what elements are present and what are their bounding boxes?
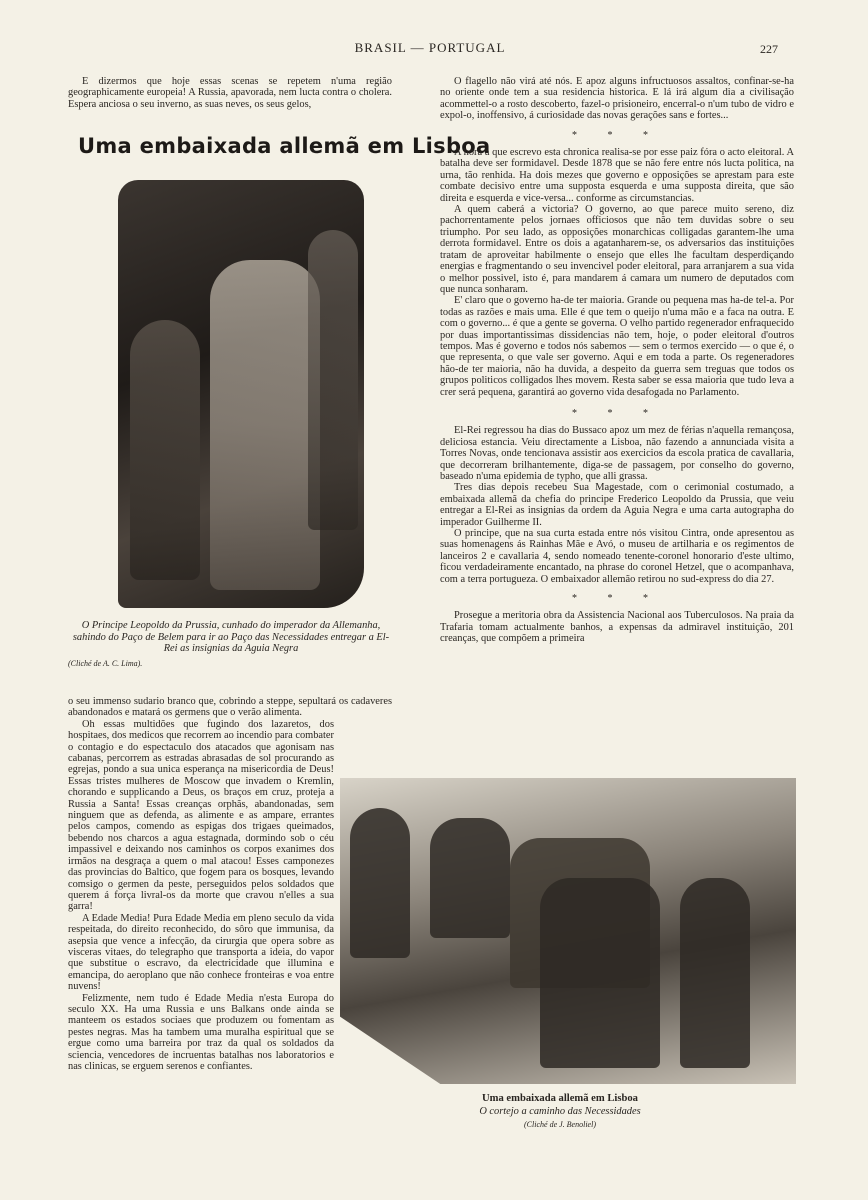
- photo1-caption: O Principe Leopoldo da Prussia, cunhado do imperador da Allemanha, sahindo do Paço de Belem para ir ao Paço das Necessidades entregar a El-Rei as insignias da Aguia Negra: [72, 620, 390, 655]
- photo-figure-left: [130, 320, 200, 580]
- left-body-paragraph: Felizmente, nem tudo é Edade Media n'esta Europa do seculo XX. Ha uma Russia e uns Balkans onde ainda se manteem os estados sociaes que produzem ou fomentam as pestes negras. Mas ha tambem uma muralha espiritual que se ergue como uma barreira por traz da qual os soldados da sciencia, vencedores de incruentas batalhas nos laboratorios e nas clinicas, se erguem serenos e confiantes.: [68, 992, 334, 1072]
- photo2-caption: O cortejo a caminho das Necessidades: [479, 1106, 641, 1117]
- photo-embassy-cortege: [340, 778, 796, 1084]
- photo-horses: [540, 878, 660, 1068]
- section-divider-stars: * * *: [572, 593, 662, 605]
- photo-figure-prince: [210, 260, 320, 590]
- article-headline: Uma embaixada allemã em Lisboa: [78, 134, 491, 158]
- right-body-paragraph: Tres dias depois recebeu Sua Magestade, com o cerimonial costumado, a embaixada allemã da chefia do principe Frederico Leopoldo da Prussia, que veiu entregar a El-Rei as insignias da ordem da Aguia Negra e uma carta autographa do imperador Guilherme II.: [440, 482, 794, 528]
- photo-figure-right: [308, 230, 358, 530]
- running-header-title: BRASIL — PORTUGAL: [354, 40, 506, 55]
- photo-horse-rider: [680, 878, 750, 1068]
- photo1-credit: (Cliché de A. C. Lima).: [68, 659, 143, 668]
- right-body-paragraph: O principe, que na sua curta estada entre nós visitou Cintra, onde apresentou as suas homenagens ás Rainhas Mãe e Avó, o museu de artilharia e os regimentos de lanceiros 2 e cavallaria 4, sendo nomeado tenente-coronel honorario d'este ultimo, ficou verdadeiramente encantado, na phrase do coronel Hetzel, que o acompanhava, com a terra portugueza. O embaixador allemão retirou no sud-express do dia 27.: [440, 528, 794, 585]
- right-body-paragraph: A quem caberá a victoria? O governo, ao que parece muito sereno, diz pachorrentamente pelos jornaes officiosos que não tem duvidas sobre o seu triumpho. Por seu lado, as opposições monarchicas colligadas garantem-lhe uma derrota formidavel. Entre os dois a agatanharem-se, os adversarios das instituições tratam de aproveitar habilmente o ensejo que elles lhe facultam desperdiçando energias e fragmentando o seu invencivel poder eleitoral, para arranjarem a sua vida o melhor possivel, isto é, para mandarem á camara um numero de deputados com que nunca sonharam.: [440, 204, 794, 295]
- left-narrow-block: [68, 719, 334, 1073]
- section-divider-stars: * * *: [572, 407, 662, 419]
- right-body-paragraph: A hora a que escrevo esta chronica realisa-se por esse paiz fóra o acto eleitoral. A batalha deve ser formidavel. Desde 1878 que se não fere entre nós lucta politica, na urna, tão renhida. Ha dois mezes que governo e opposições se aprestam para este combate decisivo entre uma supposta esquerda e uma supposta direita, que são direita e esquerda e vice-versa... conforme as circumstancias.: [440, 147, 794, 204]
- page-number: 227: [760, 42, 778, 56]
- photo-horse-rider: [350, 808, 410, 958]
- photo2-title: Uma embaixada allemã em Lisboa: [482, 1093, 638, 1104]
- right-body-paragraph: E' claro que o governo ha-de ter maioria. Grande ou pequena mas ha-de tel-a. Por todas as razões e mais uma. Elle é que tem o queijo n'uma mão e a faca na outra. E com o governo... é que a gente se governa. O velho partido regenerador enfraquecido por duas importantissimas dissidencias não tem, hoje, o poder eleitoral d'outros tempos. Mas é governo e todos nós sabemos — sem o termos exercido — o que é, o que representa, o que vale ser governo. Aqui e em toda a parte. Os regeneradores hão-de ter maioria, não ha duvida, a despeito da guerra sem treguas que todos os grupos politicos colligados lhes movem. Resta saber se essa maioria que tudo leva a crer será pequena, garantirá ao governo vida desafogada no Parlamento.: [440, 295, 795, 398]
- photo-prince-leopold: [118, 180, 364, 608]
- right-body-paragraph: El-Rei regressou ha dias do Bussaco apoz um mez de férias n'aquella remançosa, deliciosa estancia. Veiu directamente a Lisboa, não fazendo a annunciada visita a Torres Novas, onde tencionava assistir aos exercicios da escola pratica de cavallaria, que decorreram brilhantemente, diga-se de passagem, por conselho do governo, baseado n'uma epidemia de typho, que alli grassa.: [440, 425, 794, 482]
- right-intro-text: O flagello não virá até nós. E apoz alguns infructuosos assaltos, confinar-se-ha no oriente onde tem a sua residencia historica. E lá irá algum dia a civilisação acommettel-o a rosto descoberto, fazel-o prisioneiro, encerral-o n'um tubo de vidro e expol-o, inoffensivo, á curiosidade das novas gerações sans e fortes...: [440, 76, 794, 122]
- left-intro-paragraph: [68, 76, 392, 110]
- left-body-paragraph: Oh essas multidões que fugindo dos lazaretos, dos hospitaes, dos medicos que recorrem ao incendio para combater o contagio e do espectaculo dos atacados que agonisam nas cabanas, percorrem as estradas abrasadas de sol procurando as egrejas, pondo a sua unica esperança na misericordia de Deus! Essas tristes mulheres de Moscow que invadem o Kremlin, chorando e supplicando a Deus, os braços em cruz, proteja a Russia a Santa! Essas creanças orphãs, abandonadas, sem ninguem que as defenda, as alimente e as ampare, errantes pelos campos, comendo as espigas dos trigaes queimados, bebendo nos charcos a agua estagnada, dormindo sob o céu impassivel e deixando nos caminhos os corpos exanimes dos irmãos na desgraça a quem o mal atacou! Esses camponezes das provincias do Baltico, que fogem para os bosques, levando comsigo o germen da peste, perseguidos pelos soldados que querem á força livral-os da morte que cravou n'elles a sua garra!: [68, 718, 334, 913]
- left-body-paragraph: o seu immenso sudario branco que, cobrindo a steppe, sepultará os cadaveres abandonados e matará os germens que o verão alimenta.: [68, 696, 392, 719]
- right-body-paragraph: Prosegue a meritoria obra da Assistencia Nacional aos Tuberculosos. Na praia da Trafaria tomam actualmente banhos, a expensas da admiravel instituição, 201 creanças, que compõem a primeira: [440, 610, 794, 645]
- right-column-top: [440, 76, 794, 645]
- photo2-credit: (Cliché de J. Benoliel): [524, 1120, 596, 1129]
- left-intro-text: E dizermos que hoje essas scenas se repetem n'uma região geographicamente europeia! A Russia, apavorada, nem lucta contra o cholera. Espera anciosa o seu inverno, as suas neves, os seus gelos,: [68, 76, 392, 110]
- section-divider-stars: * * *: [572, 129, 662, 141]
- photo-horse-rider: [430, 818, 510, 938]
- left-body-paragraph: A Edade Media! Pura Edade Media em pleno seculo da vida respeitada, do direito reconhecido, do sôro que immunisa, da asepsia que vence a infecção, da cirurgia que opera sobre as visceras vitaes, do telegrapho que transporta a ideia, do vapor que substitue o escravo, da electricidade que illumina e emancipa, do aeroplano que não conhece fronteiras e voa entre nuvens!: [68, 912, 334, 993]
